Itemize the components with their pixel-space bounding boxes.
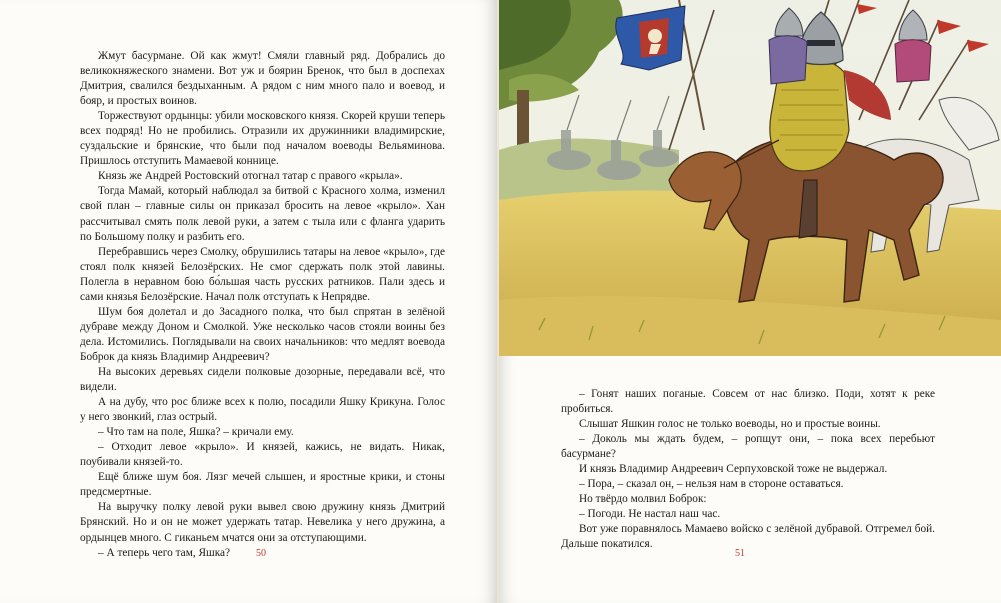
paragraph: Но твёрдо молвил Боброк: — [579, 493, 707, 506]
paragraph: Князь же Андрей Ростовский отогнал татар с правого «крыла». — [98, 170, 403, 183]
right-page-text — [561, 387, 935, 553]
left-page-text — [80, 49, 445, 561]
left-page — [0, 0, 497, 603]
paragraph: Перебравшись через Смолку, обрушились татары на левое «крыло», где стоял полк князей Белозёрских. Не смог сдержать полк этой лавины. Полегла в неравном бою бо́льшая часть русских ратников. Пали здесь и сами князья Белозёрские. Начал полк отступать к Непрядве. — [80, 245, 445, 303]
paragraph: На высоких деревьях сидели полковые дозорные, передавали всё, что видели. — [80, 365, 445, 394]
paragraph: Вот уже поравнялось Мамаево войско с зелёной дубравой. Отгремел бой. Дальше покатился. — [561, 523, 935, 551]
paragraph: – Доколь мы ждать будем, – ропщут они, – пока всех перебьют басурмане? — [561, 433, 935, 461]
paragraph: – Что там на поле, Яшка? – кричали ему. — [98, 426, 294, 439]
paragraph: – Гонят наших поганые. Совсем от нас близко. Поди, хотят к реке пробиться. — [561, 388, 935, 416]
paragraph: Ещё ближе шум боя. Лязг мечей слышен, и яростные крики, и стоны предсмертные. — [80, 471, 445, 499]
paragraph: На выручку полку левой руки вывел свою дружину князь Дмитрий Брянский. Но и он не может удержать татар. Невелика у него дружина, а ордынцев много. С гиканьем мчатся они за отступающими. — [80, 501, 445, 544]
paragraph: – Погоди. Не настал наш час. — [579, 508, 721, 521]
right-page — [499, 0, 1001, 603]
paragraph: Слышат Яшкин голос не только воеводы, но и простые воины. — [579, 418, 881, 431]
paragraph: И князь Владимир Андреевич Серпуховской тоже не выдержал. — [579, 463, 888, 476]
paragraph: Тогда Мамай, который наблюдал за битвой с Красного холма, изменил свой план – главные силы он приказал бросить на левое «крыло». Хан рассчитывал смять полк левой руки, а затем с тыла или с фланга ударить по Большому полку и разбить его. — [80, 185, 445, 243]
paragraph: Жмут басурмане. Ой как жмут! Смяли главный ряд. Добрались до великокняжеского знамени. Вот уж и боярин Бренок, что был в доспехах Дмитрия, свалился бездыханным. А рядом с ним много пало и воевод, и бояр, и простых воинов. — [80, 50, 445, 108]
paragraph: Торжествуют ордынцы: убили московского князя. Скорей круши теперь всех подряд! Но не пробились. Отразили их дружинники владимирские, суздальские и брянские, что были под началом воеводы Вельяминова. Пришлось отступить Мамаевой коннице. — [80, 110, 445, 168]
battle-illustration — [499, 0, 1001, 356]
page-number-left: 50 — [256, 548, 266, 559]
paragraph: – Отходит левое «крыло». И князей, кажись, не видать. Никак, поубивали князей-то. — [80, 441, 445, 469]
page-number-right: 51 — [735, 548, 745, 559]
paragraph: – А теперь чего там, Яшка? — [98, 546, 231, 559]
paragraph: – Пора, – сказал он, – нельзя нам в стороне оставаться. — [579, 478, 844, 491]
paragraph: А на дубу, что рос ближе всех к полю, посадили Яшку Крикуна. Голос у него звонкий, глаз острый. — [80, 396, 445, 424]
paragraph: Шум боя долетал и до Засадного полка, что был спрятан в зелёной дубраве между Доном и Смолкой. Уже несколько часов стояли воины без дела. Истомились. Поглядывали на своих начальников: что медлят воевода Боброк да князь Владимир Андреевич? — [80, 305, 445, 363]
